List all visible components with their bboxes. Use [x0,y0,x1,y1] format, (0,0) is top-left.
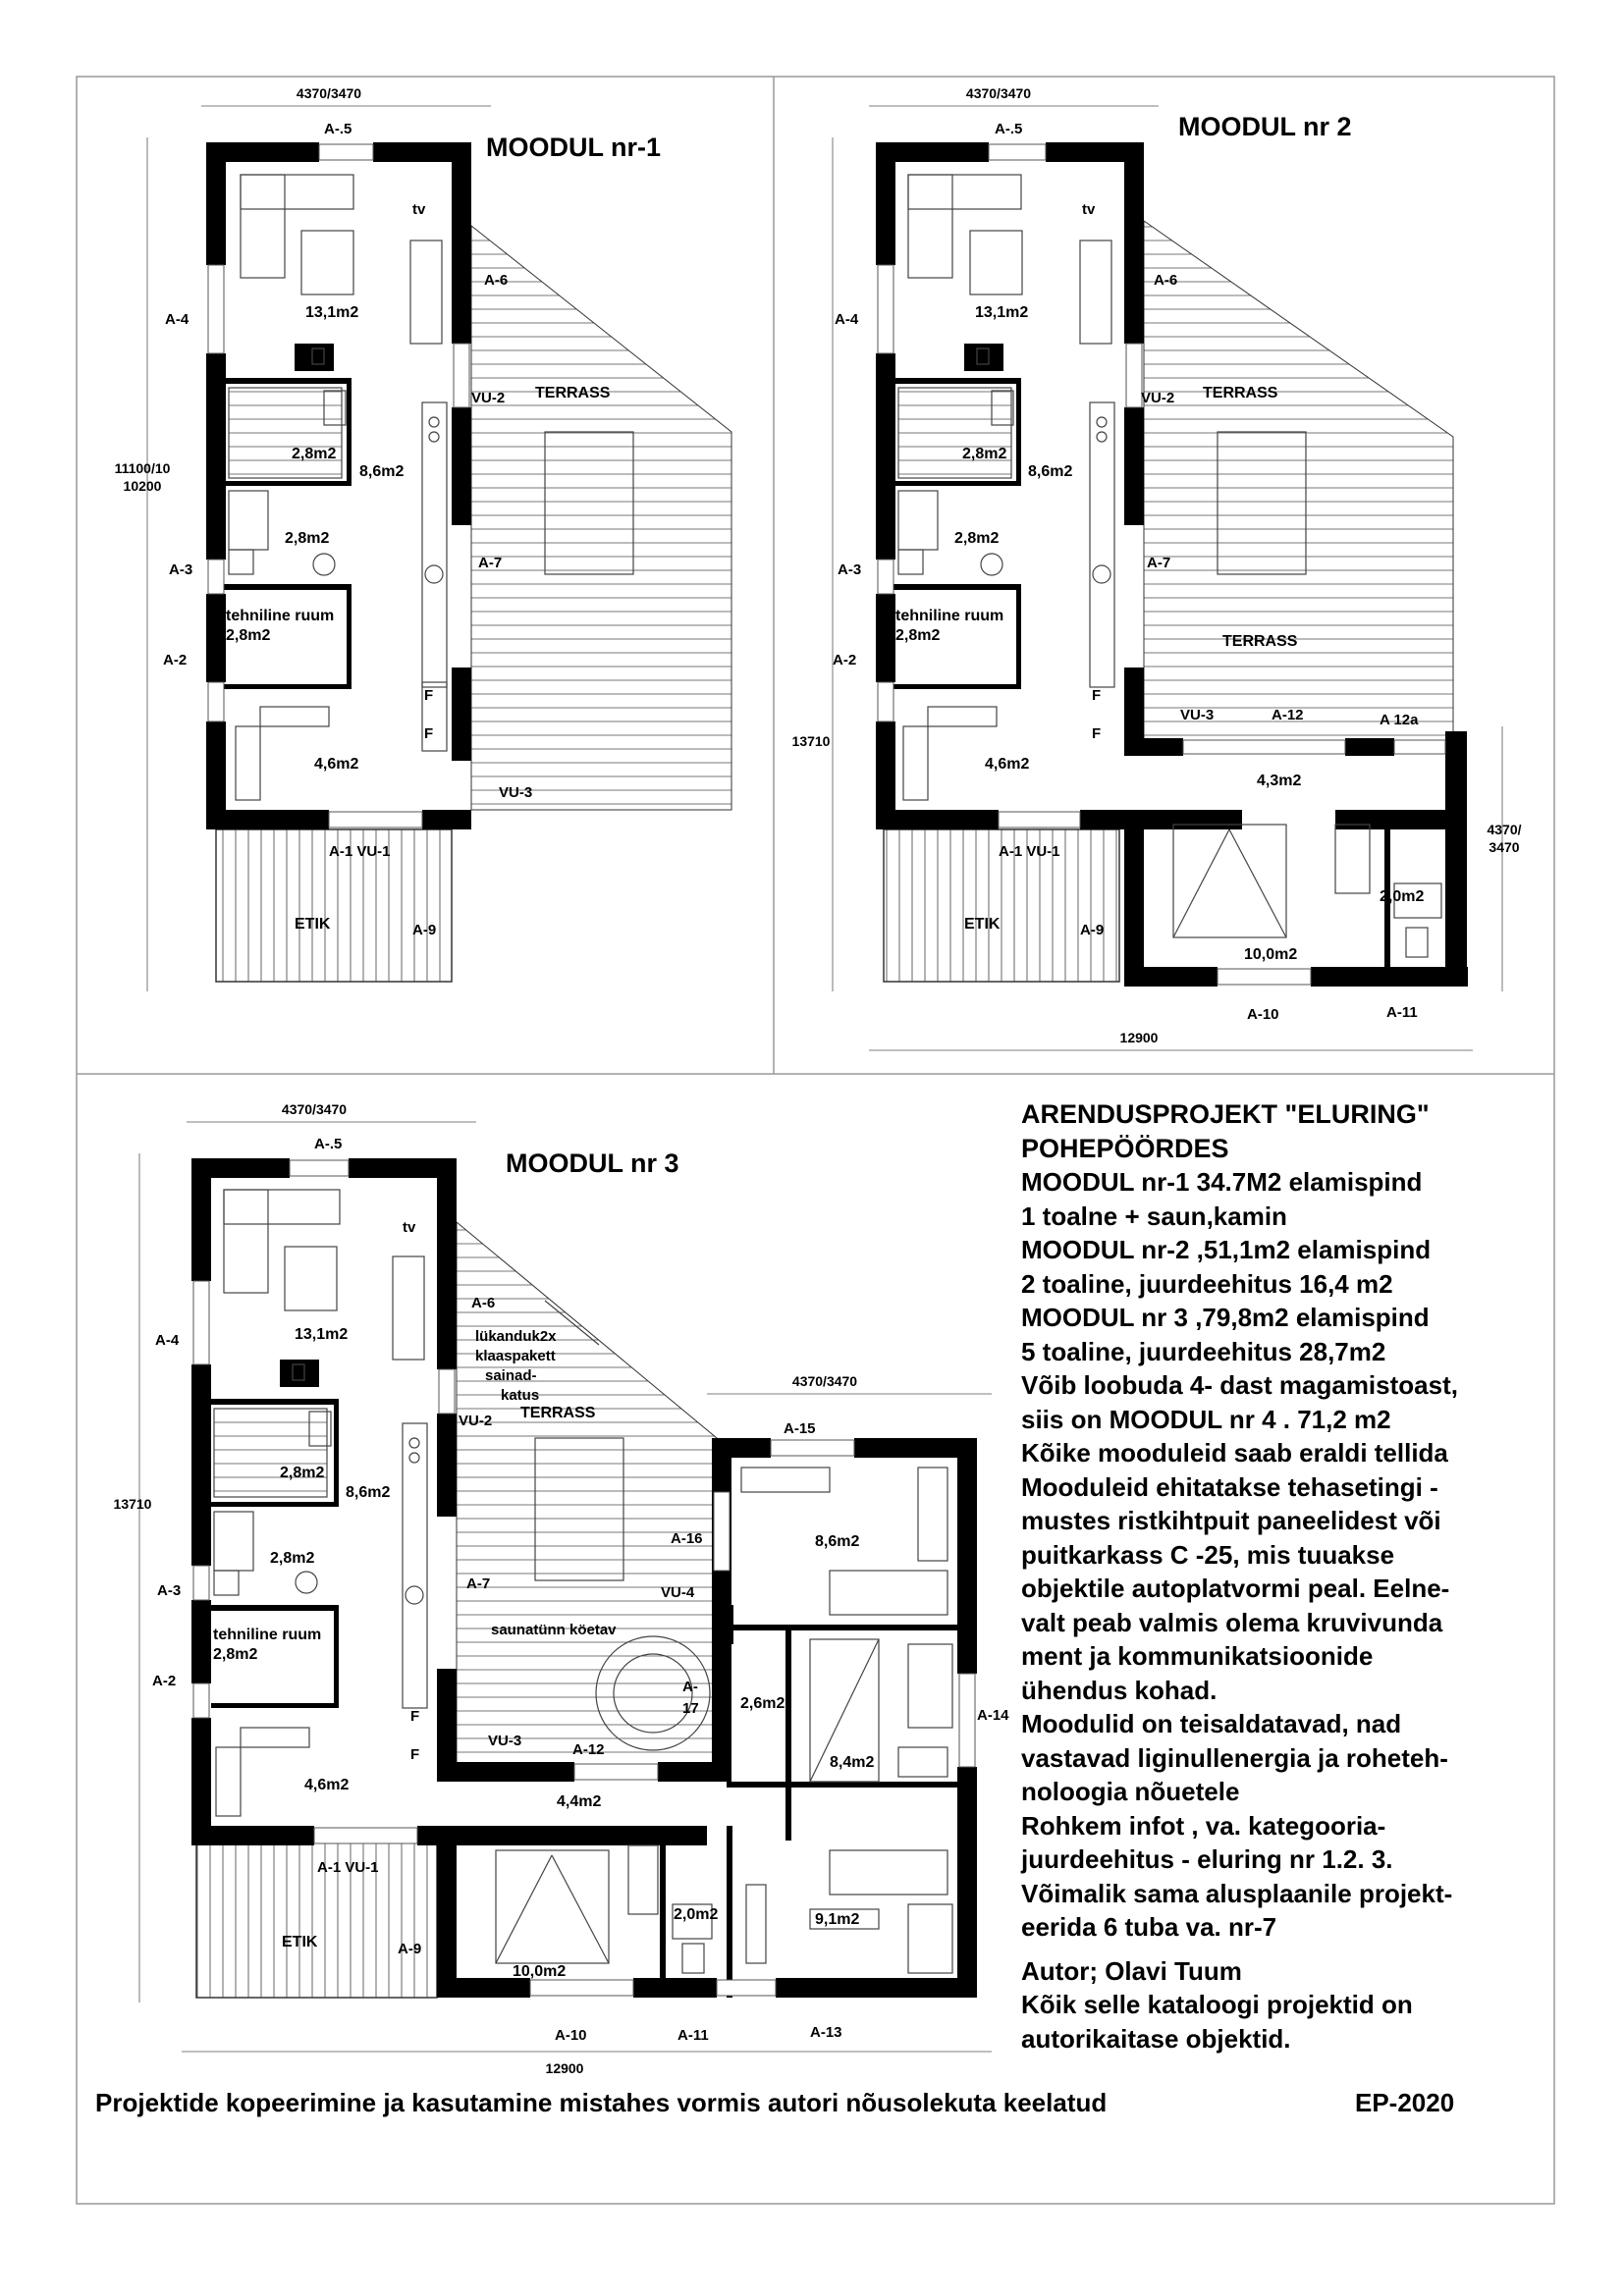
m1-a4: A-4 [165,311,189,328]
m3-tv: tv [403,1219,416,1236]
m2-area-living: 13,1m2 [975,304,1029,321]
m1-area-sauna: 2,8m2 [292,446,337,462]
m1-title: MOODUL nr-1 [486,133,662,162]
m2-area-bed: 10,0m2 [1244,946,1298,963]
m3-a2: A-2 [152,1673,177,1689]
m3-a14: A-14 [977,1707,1009,1724]
m2-a1vu1: A-1 VU-1 [999,843,1060,860]
m3-dim-top2: 4370/3470 [791,1373,858,1389]
m1-vu2: VU-2 [471,390,506,406]
document-code: EP-2020 [1355,2088,1455,2117]
m2-terrass2: TERRASS [1222,633,1298,650]
desc-line-9: Võib loobuda 4- dast magamistoast, [1021,1370,1458,1400]
m2-area-corridor: 4,3m2 [1257,773,1302,789]
m2-f2: F [1092,725,1102,742]
m1-a1vu1: A-1 VU-1 [329,843,391,860]
m3-sliding-3: sainad- [485,1367,537,1384]
desc-line-19: Moodulid on teisaldatavad, nad [1021,1709,1402,1738]
desc-line-2: POHEPÖÖRDES [1021,1133,1229,1163]
m3-a4: A-4 [155,1332,180,1349]
desc-line-24: Võimalik sama alusplaanile projekt- [1021,1878,1453,1908]
m2-title: MOODUL nr 2 [1178,112,1352,141]
m1-etik: ETIK [295,916,331,933]
m3-area-room1: 8,6m2 [815,1533,860,1550]
desc-line-3: MOODUL nr-1 34.7M2 elamispind [1021,1167,1423,1197]
m1-tv: tv [412,201,426,218]
m2-area-sauna: 2,8m2 [962,446,1007,462]
m2-a3: A-3 [838,561,862,578]
m3-area-hall: 4,6m2 [304,1777,350,1793]
m3-terrass: TERRASS [520,1405,596,1421]
m1-area-living: 13,1m2 [305,304,359,321]
desc-line-14: puitkarkass C -25, mis tuuakse [1021,1539,1395,1570]
copyright-notice: Projektide kopeerimine ja kasutamine mistahes vormis autori nõusolekuta keelatud [95,2088,1108,2117]
m2-a9: A-9 [1080,922,1105,938]
m2-a6: A-6 [1154,272,1178,289]
desc-line-1: ARENDUSPROJEKT "ELURING" [1021,1099,1430,1129]
desc-line-13: mustes ristkihtpuit paneelidest või [1021,1506,1441,1535]
m2-area-kitchen: 8,6m2 [1028,463,1073,480]
m2-dim-top: 4370/3470 [965,85,1032,101]
m1-a6: A-6 [484,272,509,289]
m3-f1: F [410,1708,420,1725]
desc-line-6: 2 toaline, juurdeehitus 16,4 m2 [1021,1268,1393,1299]
m2-a12a: A 12a [1380,712,1419,728]
desc-line-8: 5 toaline, juurdeehitus 28,7m2 [1021,1336,1386,1366]
m3-area-living: 13,1m2 [295,1326,349,1343]
desc-line-11: Kõike mooduleid saab eraldi tellida [1021,1438,1448,1468]
desc-line-17: ment ja kommunikatsioonide [1021,1641,1374,1671]
m3-a5: A-.5 [314,1136,343,1152]
m3-a11: A-11 [677,2027,709,2044]
m3-vu2: VU-2 [459,1413,493,1429]
m2-a5: A-.5 [995,121,1023,137]
m3-f2: F [410,1746,420,1763]
m3-area-corridor: 4,4m2 [557,1793,602,1810]
desc-line-4: 1 toalne + saun,kamin [1021,1201,1287,1231]
desc-line-16: valt peab valmis olema kruvivunda [1021,1607,1443,1637]
m2-terrass1: TERRASS [1203,385,1278,401]
m3-area-room2: 8,4m2 [830,1754,875,1771]
m3-tech: tehniline ruum [213,1627,322,1643]
m3-vu3: VU-3 [488,1733,522,1749]
m2-dim-right-2: 3470 [1489,839,1520,855]
desc-line-10: siis on MOODUL nr 4 . 71,2 m2 [1021,1404,1391,1434]
m3-sliding-4: katus [501,1387,540,1404]
desc-line-21: noloogia nõuetele [1021,1777,1240,1806]
modul-2-plan [792,85,1522,1050]
m1-a3: A-3 [169,561,193,578]
m2-f1: F [1092,687,1102,704]
m3-title: MOODUL nr 3 [506,1148,679,1178]
m3-a16: A-16 [671,1530,703,1547]
m3-a6: A-6 [471,1295,496,1311]
m3-area-bed1: 10,0m2 [513,1963,567,1980]
m1-dim-left-2: 10200 [123,478,162,494]
desc-line-22: Rohkem infot , va. kategooria- [1021,1810,1386,1841]
m1-a7: A-7 [478,555,503,571]
desc-line-15: objektile autoplatvormi peal. Eelne- [1021,1574,1450,1603]
desc-line-12: Mooduleid ehitatakse tehasetingi - [1021,1471,1438,1502]
author-line-3: autorikaitase objektid. [1021,2023,1291,2054]
m2-a11: A-11 [1386,1004,1418,1021]
m3-dim-left: 13710 [113,1496,152,1512]
m2-a10: A-10 [1247,1006,1279,1023]
m1-a5: A-.5 [324,121,352,137]
m1-tech: tehniline ruum [226,608,335,624]
m1-f1: F [424,687,434,704]
m3-etik: ETIK [282,1934,318,1950]
m1-a9: A-9 [412,922,437,938]
m1-area-wc: 2,8m2 [285,530,330,547]
m3-area-hall2: 2,6m2 [740,1695,785,1712]
m3-sauna-tub: saunatünn köetav [491,1622,617,1638]
m3-a12: A-12 [572,1741,605,1758]
desc-line-5: MOODUL nr-2 ,51,1m2 elamispind [1021,1235,1432,1264]
m3-dim-bottom: 12900 [545,2060,584,2076]
modul-1-plan [115,85,731,991]
m1-a2: A-2 [163,652,188,668]
m2-vu2: VU-2 [1141,390,1175,406]
project-description [1021,1097,1571,2056]
m3-a17b: 17 [682,1700,699,1717]
desc-line-20: vastavad liginullenergia ja roheteh- [1021,1742,1448,1773]
m2-a12: A-12 [1272,707,1304,723]
desc-line-18: ühendus kohad. [1021,1675,1218,1705]
m2-a7: A-7 [1147,555,1171,571]
m2-dim-left: 13710 [791,733,831,749]
m3-sliding-1: lükanduk2x [475,1328,557,1345]
m3-area-tech: 2,8m2 [213,1646,258,1663]
m1-dim-left-1: 11100/10 [114,460,171,476]
m2-vu3: VU-3 [1180,707,1215,723]
m3-sliding-2: klaaspakett [475,1348,556,1364]
m1-area-tech: 2,8m2 [226,627,271,644]
m3-area-sauna: 2,8m2 [280,1465,325,1481]
m1-terrass: TERRASS [535,385,611,401]
m2-area-hall: 4,6m2 [985,756,1030,773]
footer [95,2088,1519,2118]
m2-tech: tehniline ruum [895,608,1004,624]
m3-area-wc: 2,8m2 [270,1550,315,1567]
m3-area-kitchen: 8,6m2 [346,1484,391,1501]
m3-vu4: VU-4 [661,1584,695,1601]
author-line-1: Autor; Olavi Tuum [1021,1955,1242,1986]
m2-area-wc: 2,8m2 [954,530,1000,547]
m3-a9: A-9 [398,1941,422,1957]
desc-line-23: juurdeehitus - eluring nr 1.2. 3. [1021,1844,1393,1874]
desc-line-25: eerida 6 tuba va. nr-7 [1021,1912,1277,1942]
m3-a17a: A- [682,1679,698,1695]
m3-a3: A-3 [157,1582,182,1599]
m2-dim-right-1: 4370/ [1487,822,1522,837]
m2-area-tech: 2,8m2 [895,627,941,644]
m3-a7: A-7 [466,1575,491,1592]
m3-a13: A-13 [810,2024,842,2041]
m2-a4: A-4 [835,311,859,328]
terrace-1 [471,226,731,810]
m1-f2: F [424,725,434,742]
m3-a10: A-10 [555,2027,587,2044]
m3-area-wc2: 2,0m2 [674,1906,719,1923]
m3-area-room3: 9,1m2 [815,1911,860,1928]
m2-dim-bottom: 12900 [1119,1030,1159,1045]
terrace-3 [457,1222,717,1767]
m1-vu3: VU-3 [499,784,533,801]
m2-area-wc2: 2,0m2 [1380,888,1425,905]
m3-dim-top: 4370/3470 [281,1101,348,1117]
author-line-2: Kõik selle kataloogi projektid on [1021,1990,1413,2019]
m1-area-hall: 4,6m2 [314,756,359,773]
m2-a2: A-2 [833,652,857,668]
modul-3-plan [114,1101,1010,2076]
m3-a15: A-15 [784,1420,816,1437]
m1-area-kitchen: 8,6m2 [359,463,405,480]
terrace-2 [1144,221,1453,741]
m2-tv: tv [1082,201,1096,218]
m3-a1vu1: A-1 VU-1 [317,1859,379,1876]
desc-line-7: MOODUL nr 3 ,79,8m2 elamispind [1021,1303,1430,1332]
m1-dim-top: 4370/3470 [296,85,362,101]
m2-etik: ETIK [964,916,1001,933]
